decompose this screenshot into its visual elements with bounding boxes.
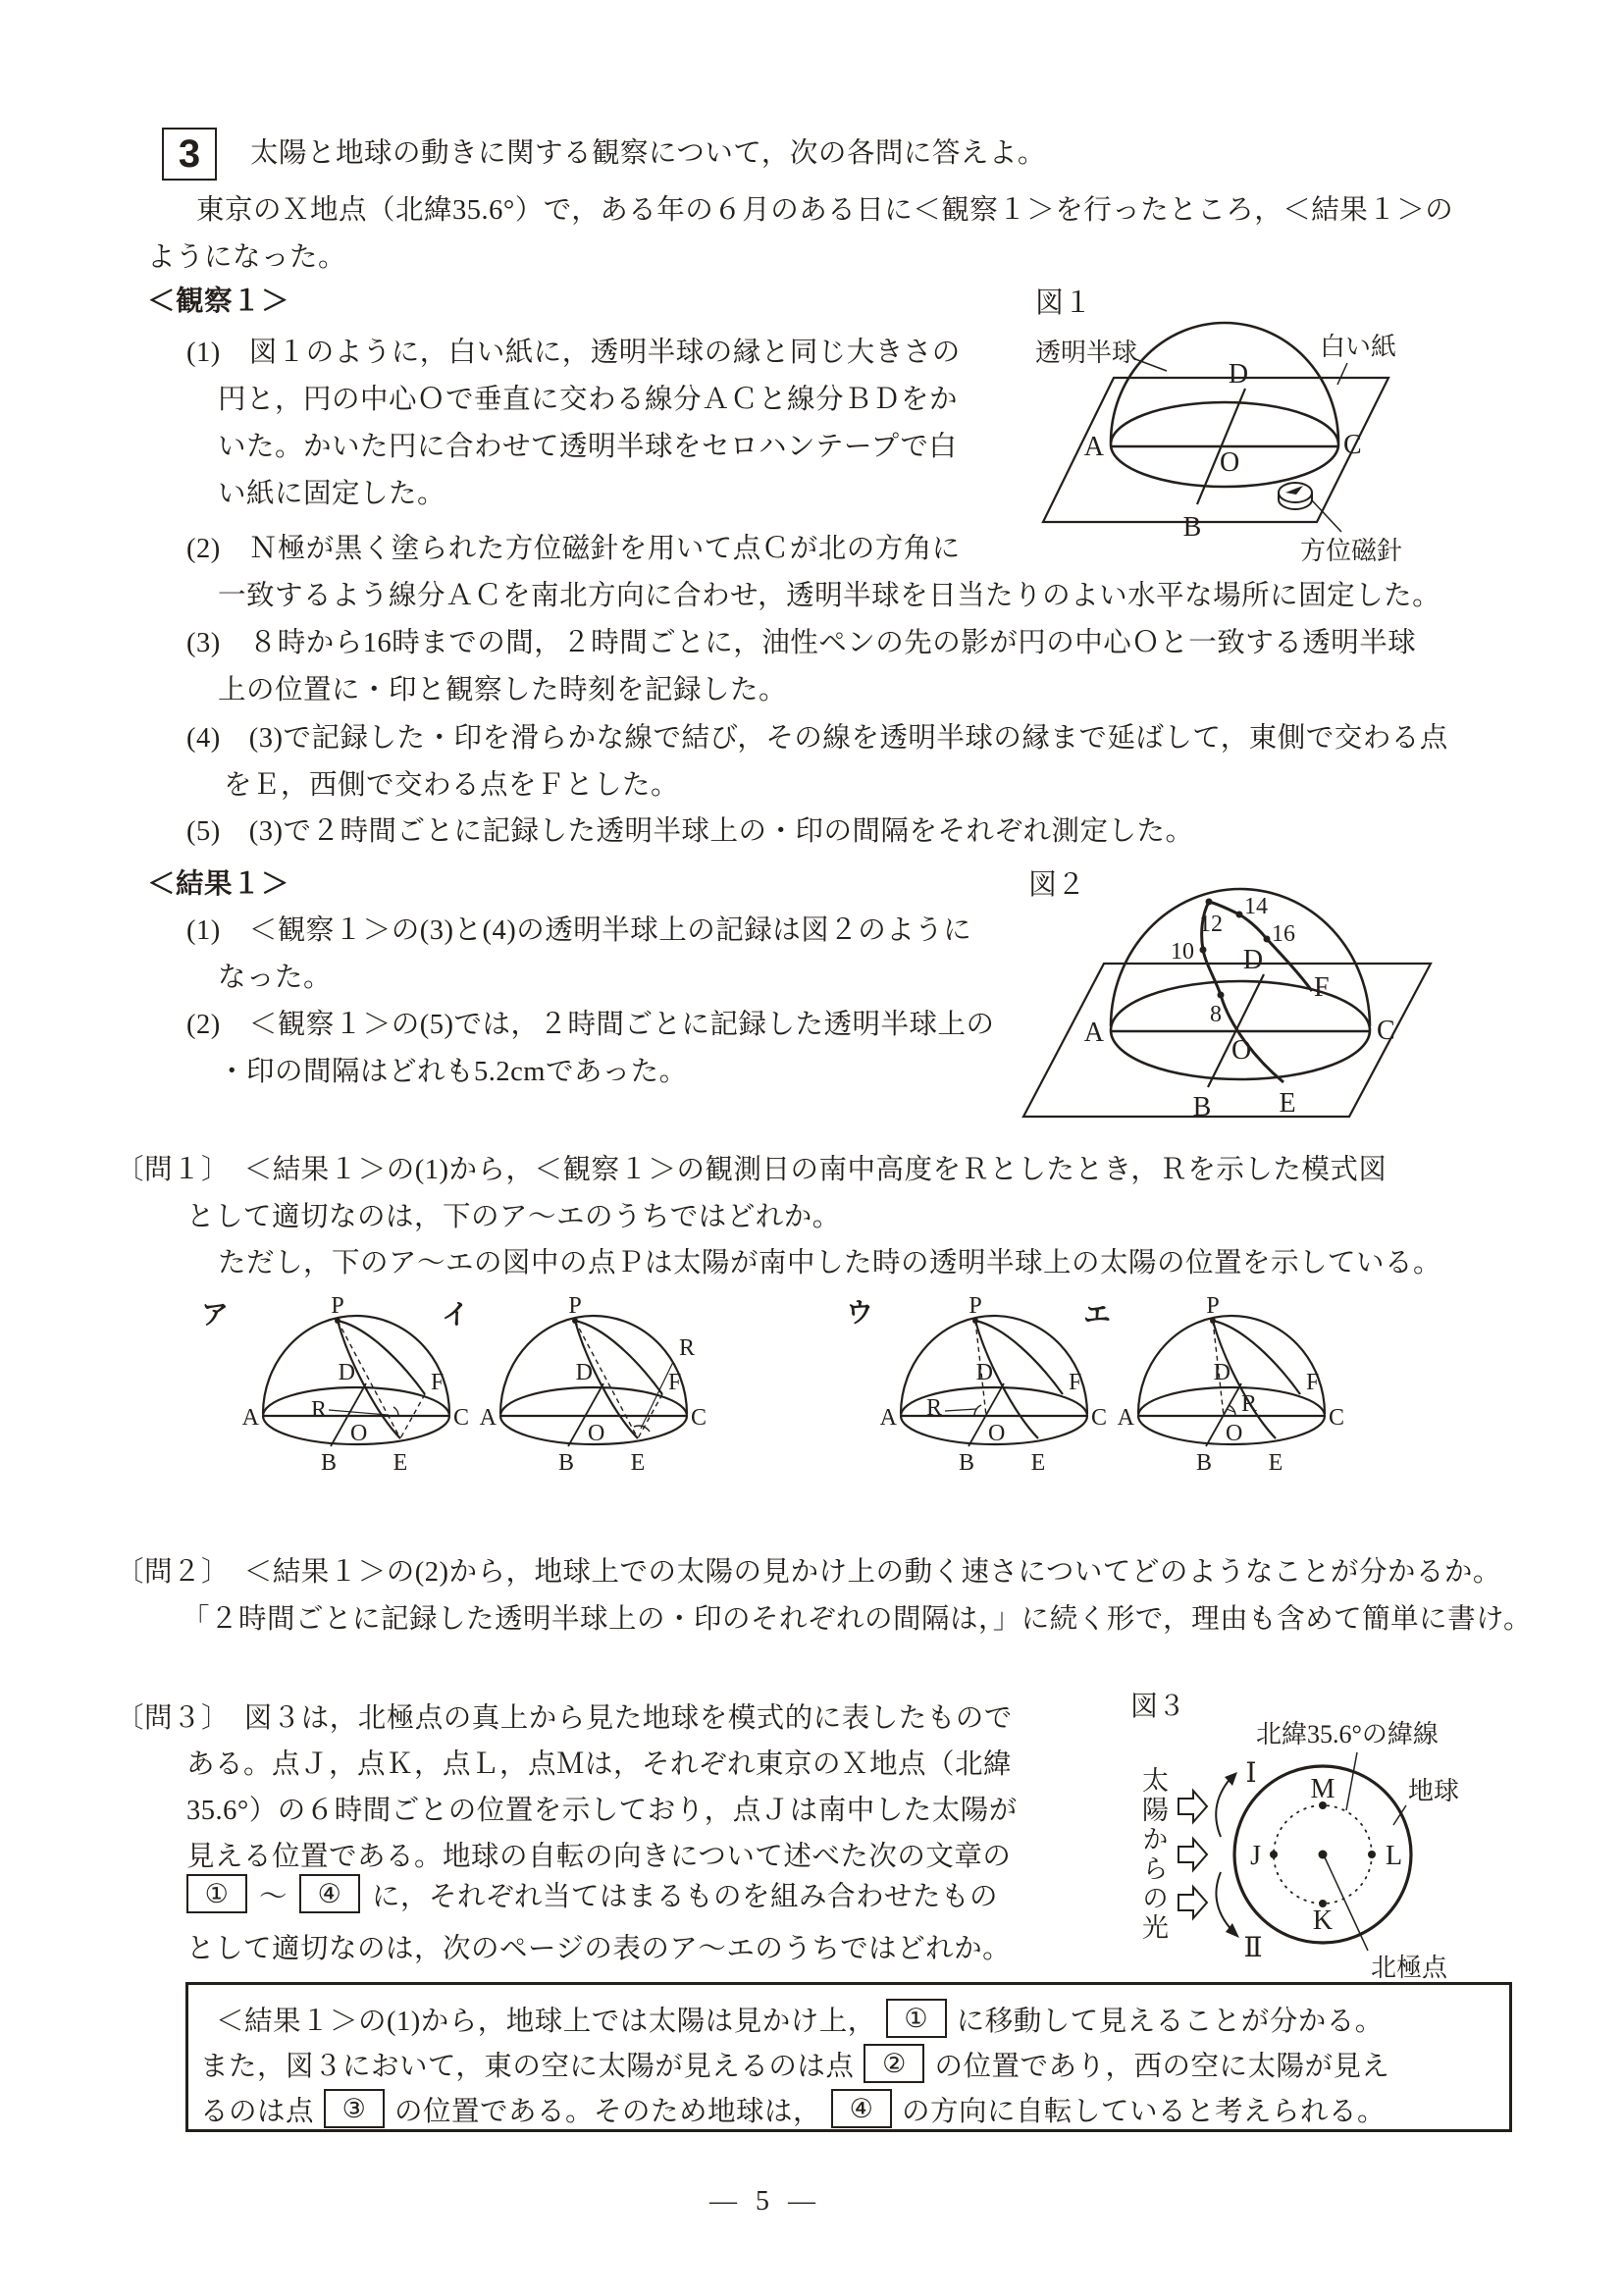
obs-item3-line2: 上の位置に・印と観察した時刻を記録した。 <box>218 675 788 705</box>
fig1-point-C: C <box>1343 430 1362 460</box>
obs-item1-line2: 円と，円の中心Ｏで垂直に交わる線分ＡＣと線分ＢＤをか <box>218 385 959 415</box>
fig1-point-D: D <box>1228 359 1249 390</box>
passage-blank-box-2 <box>864 2044 924 2083</box>
passage-blank-box-4 <box>831 2089 892 2128</box>
q3-blank-box-1 <box>186 1874 247 1913</box>
figure1-hemisphere-on-paper <box>996 273 1604 572</box>
optA-point-F: F <box>431 1370 445 1395</box>
optI-point-E: E <box>630 1450 646 1476</box>
optE-point-B: B <box>1195 1450 1213 1476</box>
fig3-pole-leader-line <box>1325 1857 1368 1951</box>
passage-l3-text-c: の方向に自転していると考えられる。 <box>902 2096 1387 2127</box>
optU-point-C: C <box>1091 1405 1108 1431</box>
fig3-roman-two: Ⅱ <box>1243 1933 1263 1963</box>
fig3-point-J: J <box>1250 1841 1261 1871</box>
optI-point-R: R <box>679 1335 696 1361</box>
intro-line-1: 東京のＸ地点（北緯35.6°）で，ある年の６月のある日に＜観察１＞を行ったところ，＜結果１＞の <box>196 195 1454 226</box>
intro-line-2: ようになった。 <box>147 242 347 273</box>
fig1-label-paper: 白い紙 <box>1320 333 1397 361</box>
passage-blank-1: ① <box>904 2003 929 2033</box>
optI-point-A: A <box>479 1405 497 1431</box>
optA-point-O: O <box>350 1421 368 1446</box>
result-heading: ＜結果１＞ <box>147 868 290 900</box>
figure3-earth-from-north-pole <box>1114 1680 1609 2004</box>
fig2-dot-14h <box>1236 912 1243 918</box>
fig3-label-pole: 北極点 <box>1371 1954 1448 1982</box>
q3-blank-box-4 <box>299 1874 360 1913</box>
fig2-dot-16h <box>1264 936 1271 943</box>
obs-item1-line4: い紙に固定した。 <box>218 479 446 509</box>
obs-item1-line1: (1) 図１のように，白い紙に，透明半球の縁と同じ大きさの <box>186 338 961 368</box>
optI-point-D: D <box>575 1360 593 1385</box>
q1-line3: ただし，下のア～エの図中の点Ｐは太陽が南中した時の透明半球上の太陽の位置を示している。 <box>218 1248 1442 1278</box>
optU-point-E: E <box>1030 1450 1046 1476</box>
fig2-point-F: F <box>1314 972 1330 1003</box>
optU-point-D: D <box>975 1360 993 1385</box>
fig3-point-M: M <box>1310 1774 1335 1804</box>
figure2-recorded-sun-path <box>996 859 1604 1158</box>
fig3-north-pole-dot <box>1319 1851 1328 1859</box>
option-i-diagram <box>478 1293 733 1483</box>
question-number: 3 <box>178 131 201 176</box>
passage-l1-text-a: ＜結果１＞の(1)から，地球上では太陽は見かけ上， <box>216 2006 876 2037</box>
fig2-point-C: C <box>1377 1016 1395 1046</box>
passage-l2-text-a: また，図３において，東の空に太陽が見えるのは点 <box>200 2051 855 2082</box>
optA-point-P: P <box>331 1293 344 1319</box>
obs-item5-line1: (5) (3)で２時間ごとに記録した透明半球上の・印の間隔をそれぞれ測定した。 <box>186 816 1194 847</box>
optE-point-R: R <box>1241 1391 1258 1417</box>
option-a-diagram <box>240 1293 496 1483</box>
page-title: 太陽と地球の動きに関する観察について，次の各問に答えよ。 <box>250 138 1046 169</box>
optU-point-B: B <box>958 1450 975 1476</box>
optA-point-C: C <box>453 1405 470 1431</box>
passage-l3-text-b: の位置である。そのため地球は， <box>394 2096 822 2127</box>
fig2-point-A: A <box>1083 1018 1104 1048</box>
q1-line2: として適切なのは，下のア～エのうちではどれか。 <box>186 1202 841 1232</box>
q3-line5 <box>186 1872 998 1915</box>
q3-tilde: ～ <box>259 1881 288 1912</box>
optU-point-P: P <box>969 1293 982 1319</box>
optU-point-R: R <box>925 1395 943 1421</box>
figure3-caption: 図３ <box>1130 1692 1186 1722</box>
optU-point-A: A <box>879 1405 897 1431</box>
passage-blank-2: ② <box>882 2048 907 2078</box>
fig3-dot-L <box>1368 1851 1376 1858</box>
fig3-sunlight-arrow-2 <box>1178 1839 1207 1870</box>
fig2-time-16: 16 <box>1272 921 1295 947</box>
fig2-dome-outline <box>1111 889 1370 1026</box>
fig2-time-8: 8 <box>1210 1002 1222 1027</box>
q3-blank-1: ① <box>204 1878 230 1908</box>
obs-item1-line3: いた。かいた円に合わせて透明半球をセロハンテープで白 <box>218 432 958 462</box>
optE-point-C: C <box>1329 1405 1345 1431</box>
q2-line2: 「２時間ごとに記録した透明半球上の・印のそれぞれの間隔は，」に続く形で，理由も含めて簡単に書け。 <box>182 1604 1533 1635</box>
optA-point-B: B <box>320 1450 338 1476</box>
optE-point-O: O <box>1226 1421 1243 1446</box>
q3-line5-text: に，それぞれ当てはまるものを組み合わせたもの <box>372 1881 999 1912</box>
res-item1-line1: (1) ＜観察１＞の(3)と(4)の透明半球上の記録は図２のように <box>186 915 972 946</box>
fig2-time-12: 12 <box>1199 912 1223 937</box>
q2-line1: 〔問２〕 ＜結果１＞の(2)から，地球上での太陽の見かけ上の動く速さについてどのようなことが分かるか。 <box>116 1557 1501 1588</box>
passage-blank-box-1 <box>886 1999 947 2038</box>
fig3-label-latitude: 北緯35.6°の緯線 <box>1256 1720 1439 1748</box>
option-label-i: イ <box>442 1299 470 1330</box>
fig1-paper-leader-line <box>1337 363 1347 385</box>
optU-R-leader <box>945 1409 976 1411</box>
optE-point-F: F <box>1306 1370 1320 1395</box>
fig3-latitude-leader-line <box>1346 1752 1357 1810</box>
fig3-sunlight-arrow-3 <box>1178 1887 1207 1918</box>
fig1-point-O: O <box>1220 447 1240 478</box>
obs-item2-line1: (2) Ｎ極が黒く塗られた方位磁針を用いて点Ｃが北の方角に <box>186 534 961 564</box>
fig2-point-O: O <box>1231 1035 1252 1066</box>
option-label-a: ア <box>201 1299 230 1330</box>
optU-point-F: F <box>1069 1370 1082 1395</box>
figure2-caption: 図２ <box>1028 869 1086 901</box>
optE-point-P: P <box>1206 1293 1220 1319</box>
obs-item3-line1: (3) ８時から16時までの間，２時間ごとに，油性ペンの先の影が円の中心Ｏと一致する透明半球 <box>186 628 1417 658</box>
q1-line1: 〔問１〕 ＜結果１＞の(1)から，＜観察１＞の観測日の南中高度をＲとしたとき，Ｒを示した模式図 <box>116 1155 1387 1185</box>
passage-line-2 <box>200 2042 1389 2085</box>
passage-l1-text-b: に移動して見えることが分かる。 <box>956 2006 1384 2037</box>
fig3-rotation-arrow-up <box>1216 1775 1233 1837</box>
fig3-point-L: L <box>1386 1841 1403 1871</box>
option-label-e: エ <box>1083 1299 1112 1330</box>
q3-line2: ある。点Ｊ，点Ｋ，点Ｌ，点Ｍは，それぞれ東京のＸ地点（北緯 <box>186 1749 1013 1780</box>
optU-point-O: O <box>988 1421 1006 1446</box>
optE-point-D: D <box>1213 1360 1230 1385</box>
passage-l3-text-a: るのは点 <box>200 2096 315 2127</box>
res-item1-line2: なった。 <box>218 963 333 993</box>
optI-point-P: P <box>568 1293 582 1319</box>
optI-point-B: B <box>557 1450 575 1476</box>
res-item2-line1: (2) ＜観察１＞の(5)では，２時間ごとに記録した透明半球上の <box>186 1010 995 1040</box>
optI-point-C: C <box>691 1405 707 1431</box>
fig1-compass-leader-line <box>1312 500 1341 532</box>
fig1-hemisphere-leader-line <box>1135 359 1167 371</box>
q3-line1: 〔問３〕 図３は，北極点の真上から見た地球を模式的に表したもので <box>116 1703 1013 1734</box>
question-number-box <box>162 128 217 181</box>
fig3-label-earth: 地球 <box>1408 1777 1460 1805</box>
q3-line6: として適切なのは，次のページの表のア～エのうちではどれか。 <box>186 1934 1012 1964</box>
obs-item2-line2: 一致するよう線分ＡＣを南北方向に合わせ，透明半球を日当たりのよい水平な場所に固定した。 <box>218 581 1441 611</box>
passage-blank-3: ③ <box>341 2093 367 2123</box>
optE-point-A: A <box>1117 1405 1134 1431</box>
q3-blank-4: ④ <box>317 1878 342 1908</box>
fig2-point-B: B <box>1192 1092 1212 1122</box>
observation-heading: ＜観察１＞ <box>147 286 290 317</box>
passage-blank-box-3 <box>324 2089 385 2128</box>
fig2-time-14: 14 <box>1244 894 1268 919</box>
fig3-label-sunlight: 太陽からの光 <box>1138 1766 1168 1943</box>
fig2-dot-8h <box>1218 992 1225 999</box>
passage-line-3 <box>200 2087 1386 2130</box>
q3-fill-in-passage-box <box>185 1982 1512 2132</box>
page-number: ― 5 ― <box>709 2186 821 2217</box>
optI-point-F: F <box>668 1370 682 1395</box>
passage-blank-4: ④ <box>849 2093 874 2123</box>
optA-angle-arc <box>393 1407 398 1416</box>
fig2-time-10: 10 <box>1171 939 1194 965</box>
fig2-point-E: E <box>1279 1088 1296 1119</box>
obs-item4-line1: (4) (3)で記録した・印を滑らかな線で結び，その線を透明半球の縁まで延ばして，東側で交わる点 <box>186 723 1448 754</box>
fig1-point-B: B <box>1182 512 1202 543</box>
optA-point-A: A <box>241 1405 259 1431</box>
optU-angle-arc <box>974 1405 981 1416</box>
fig1-dome-outline <box>1111 323 1338 443</box>
res-item2-line2: ・印の間隔はどれも5.2cmであった。 <box>218 1057 688 1087</box>
figure1-caption: 図１ <box>1035 287 1093 319</box>
fig1-point-A: A <box>1083 432 1104 462</box>
fig3-roman-one: Ⅰ <box>1245 1758 1257 1789</box>
fig3-point-K: K <box>1312 1905 1334 1936</box>
q3-line4: 見える位置である。地球の自転の向きについて述べた次の文章の <box>186 1842 1012 1872</box>
fig1-label-compass: 方位磁針 <box>1300 537 1403 565</box>
optA-point-R: R <box>310 1397 328 1423</box>
optA-point-D: D <box>338 1360 355 1385</box>
option-label-u: ウ <box>846 1297 874 1328</box>
fig2-dot-10h <box>1200 947 1207 954</box>
fig1-label-hemisphere: 透明半球 <box>1035 339 1138 367</box>
fig2-point-D: D <box>1242 945 1264 975</box>
q3-line3: 35.6°）の６時間ごとの位置を示しており，点Ｊは南中した太陽が <box>186 1796 1018 1826</box>
fig3-dot-J <box>1270 1851 1278 1858</box>
passage-line-1 <box>216 1997 1384 2040</box>
option-e-diagram <box>1116 1293 1371 1483</box>
optE-point-E: E <box>1268 1450 1283 1476</box>
fig2-dot-12h <box>1206 899 1213 906</box>
passage-l2-text-b: の位置であり，西の空に太陽が見え <box>934 2051 1390 2082</box>
obs-item4-line2: をＥ，西側で交わる点をＦとした。 <box>224 770 680 801</box>
option-u-diagram <box>878 1293 1133 1483</box>
fig3-sunlight-arrow-1 <box>1178 1791 1207 1822</box>
optA-point-E: E <box>393 1450 408 1476</box>
optI-point-O: O <box>588 1421 605 1446</box>
